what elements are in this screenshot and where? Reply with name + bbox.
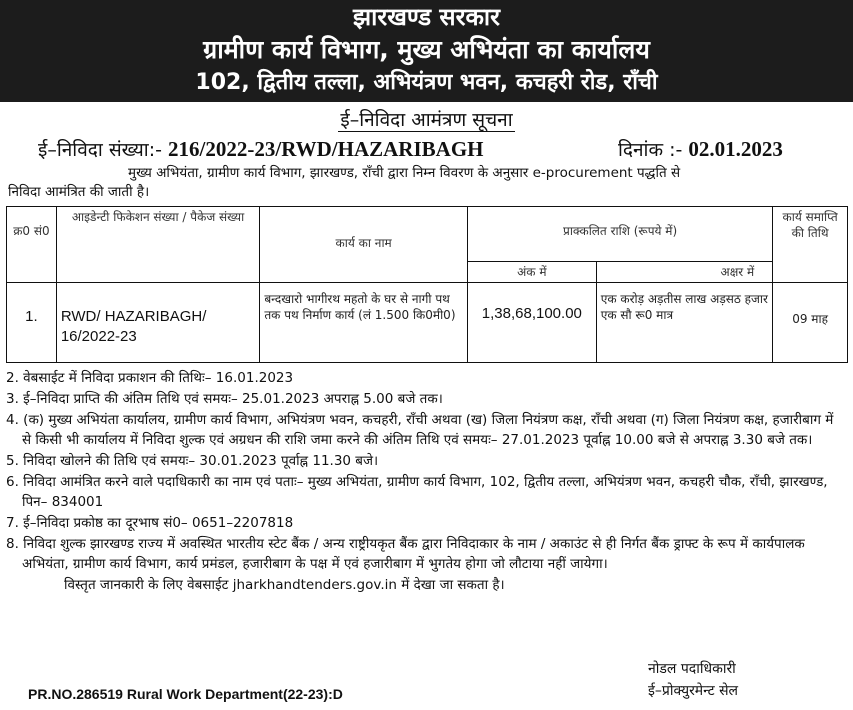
header-serial: क्र0 सं0 [7,207,57,283]
row-amount-words [596,283,773,363]
row-identification [56,283,260,363]
header-estimated-amount: प्राक्कलित राशि (रूपये में) [467,207,772,262]
row-completion-text: 09 माह [792,312,828,326]
intro-line-2: निविदा आमंत्रित की जाती है। [8,184,150,200]
tender-date-label: दिनांक :- [618,139,683,161]
list-item: 3. ई–निविदा प्राप्ति की अंतिम तिथि एवं समयः– 25.01.2023 अपराह्न 5.00 बजे तक। [6,391,443,407]
row-work-name-text: बन्दखारो भागीरथ महतो के घर से नागी पथ तक पथ निर्माण कार्य (लं 1.500 कि0मी0) [264,292,456,322]
list-item: 7. ई–निविदा प्रकोष्ठ का दूरभाष सं0– 0651–2207818 [6,515,294,531]
tender-reference [38,136,484,162]
tender-table [6,206,848,363]
list-item: 8. निविदा शुल्क झारखण्ड राज्य में अवस्थित भारतीय स्टेट बैंक / अन्य राष्ट्रीयकृत बैंक द्वारा निविदाकार के नाम / अकाउंट से ही निर्गत बैंक ड्राफ्ट के रूप में कार्यपालक अभियंता, ग्रामीण कार्य विभाग, कार्य प्रमंडल, हजारीबाग के पक्ष में एवं हजारीबाग में भुगतेय होगा जो लौटाया नहीं जायेगा। [6,536,805,572]
row-amount-figures-text: 1,38,68,100.00 [481,305,582,322]
row-serial-text: 1. [25,308,38,325]
row-amount-figures [467,283,596,363]
website-note: विस्तृत जानकारी के लिए वेबसाईट jharkhandtenders.gov.in में देखा जा सकता है। [64,577,505,593]
intro-paragraph [8,164,840,202]
notice-title [0,106,853,132]
list-item: 6. निविदा आमंत्रित करने वाले पदाधिकारी का नाम एवं पताः– मुख्य अभियंता, ग्रामीण कार्य विभाग, 102, द्वितीय तल्ला, अभियंत्रण भवन, कचहरी चौक, राँची, झारखण्ड, पिन– 834001 [6,474,828,510]
tender-number-label: ई–निविदा संख्या:- [38,139,162,161]
nodal-officer-title: नोडल पदाधिकारी [648,661,736,677]
table-row [7,283,848,363]
notice-title-text: ई–निविदा आमंत्रण सूचना [340,109,513,131]
list-item: 2. वेबसाईट में निविदा प्रकाशन की तिथिः– 16.01.2023 [6,370,294,386]
row-amount-words-text: एक करोड़ अड़तीस लाख अड़सठ हजार एक सौ रू0 मात्र [600,292,768,322]
tender-number: 216/2022-23/RWD/HAZARIBAGH [168,137,484,161]
intro-line-1: मुख्य अभियंता, ग्रामीण कार्य विभाग, झारखण्ड, राँची द्वारा निम्न विवरण के अनुसार e-procurement पद्धति से [128,165,681,181]
header-completion-time: कार्य समाप्ति की तिथि [773,207,848,283]
tender-date-value: 02.01.2023 [688,137,783,161]
row-work-name [260,283,468,363]
header-in-words: अक्षर में [596,262,773,283]
header-government-name: झारखण्ड सरकार [353,3,500,31]
header-identification: आइडेन्टी फिकेशन संख्या / पैकेज संख्या [56,207,260,283]
header-office-name: ग्रामीण कार्य विभाग, मुख्य अभियंता का कार्यालय [203,35,650,64]
row-identification-text: RWD/ HAZARIBAGH/ 16/2022-23 [60,308,207,345]
government-header-banner [0,0,853,102]
list-item: 4. (क) मुख्य अभियंता कार्यालय, ग्रामीण कार्य विभाग, अभियंत्रण भवन, कचहरी, राँची अथवा (ख) जिला नियंत्रण कक्ष, राँची अथवा (ग) जिला नियंत्रण कक्ष, हजारीबाग में से किसी भी कार्यालय में निविदा शुल्क एवं अग्रधन की राशि जमा करने की अंतिम तिथि एवं समयः– 27.01.2023 पूर्वाह्न 10.00 बजे से अपराह्न 3.30 बजे तक। [6,412,834,448]
nodal-officer-cell: ई–प्रोक्युरमेन्ट सेल [648,683,739,699]
list-item: 5. निविदा खोलने की तिथि एवं समयः– 30.01.2023 पूर्वाह्न 11.30 बजे। [6,453,379,469]
tender-date [618,136,783,162]
header-in-figures: अंक में [467,262,596,283]
row-completion-time [773,283,848,363]
nodal-officer-signature [648,658,738,702]
table-header-row [7,207,848,262]
pr-number: PR.NO.286519 Rural Work Department(22-23):D [28,686,343,702]
notice-details-list [4,368,846,596]
row-serial [7,283,57,363]
header-work-name: कार्य का नाम [260,207,468,283]
header-office-address: 102, द्वितीय तल्ला, अभियंत्रण भवन, कचहरी रोड, राँची [195,70,658,95]
